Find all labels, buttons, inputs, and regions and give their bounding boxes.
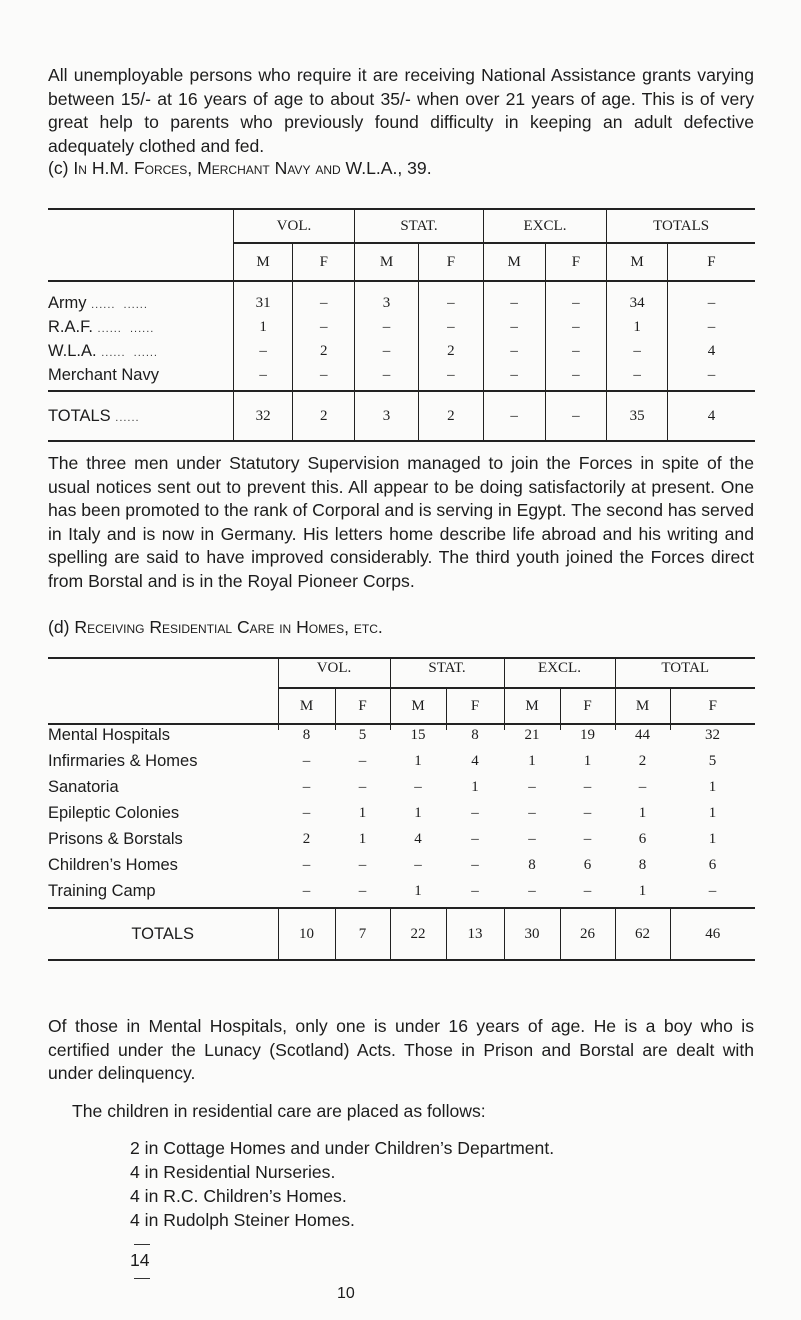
cell: –	[583, 778, 592, 795]
row-label: Army	[48, 293, 87, 312]
table-d-sub: M	[504, 688, 560, 724]
table-c-sub: M	[233, 243, 293, 281]
list-item: 2 in Cottage Homes and under Children’s Department.	[130, 1138, 555, 1158]
table-row	[48, 852, 755, 878]
cell: 2	[418, 391, 483, 441]
cell: –	[355, 363, 419, 387]
cell: –	[302, 752, 311, 769]
table-c-sub: M	[483, 243, 545, 281]
cell: 1	[471, 778, 479, 795]
cell: 4	[667, 391, 755, 441]
table-c-sub: F	[667, 243, 755, 281]
cell: 8	[302, 726, 311, 743]
cell: –	[707, 294, 716, 311]
cell: 7	[335, 908, 390, 960]
cell: 31	[233, 291, 293, 315]
cell: –	[607, 339, 668, 363]
cell: 21	[524, 726, 540, 743]
cell: –	[707, 366, 716, 383]
table-row	[48, 800, 755, 826]
cell: 6	[583, 856, 592, 873]
cell: 8	[528, 856, 536, 873]
cell: –	[358, 752, 367, 769]
cell: –	[471, 882, 479, 899]
cell: –	[293, 315, 355, 339]
cell: –	[414, 856, 422, 873]
page-number: 14	[130, 1250, 150, 1270]
cell: 2	[638, 752, 647, 769]
totals-label: TOTALS	[48, 908, 278, 960]
table-d-sub: F	[670, 688, 755, 724]
cell: 1	[638, 882, 647, 899]
cell: –	[302, 856, 311, 873]
cell: –	[471, 804, 479, 821]
closing-paragraph: Of those in Mental Hospitals, only one is under 16 years of age. He is a boy who is certified under the Lunacy (Scotland) Acts. Those in Prison and Borstal are dealt with under delinquency.	[48, 1016, 754, 1084]
cell: –	[528, 804, 536, 821]
table-row	[48, 722, 755, 748]
table-d-sub: M	[615, 688, 670, 724]
table-d-group-vol: VOL.	[278, 658, 390, 678]
cell: –	[471, 830, 479, 847]
forces-table	[48, 208, 755, 442]
table-c-sub: F	[293, 243, 355, 281]
row-label: Training Camp	[48, 881, 156, 900]
intro-paragraph: All unemployable persons who require it are receiving National Assistance grants varying between 15/- at 16 years of age to about 35/- when over 21 years of age. This is of very great help to parents who previously found difficulty in keeping an adult defective adequately clothed and fed.	[48, 65, 754, 156]
cell: 35	[607, 391, 668, 441]
row-label: Merchant Navy	[48, 365, 159, 384]
row-label: Mental Hospitals	[48, 725, 170, 744]
table-d-group-excl: EXCL.	[504, 658, 615, 678]
cell: –	[707, 318, 716, 335]
cell: 4	[414, 830, 422, 847]
cell: –	[293, 291, 355, 315]
cell: 3	[355, 291, 419, 315]
table-c-sub: F	[545, 243, 607, 281]
cell: –	[471, 856, 479, 873]
table-c-group-stat: STAT.	[355, 209, 484, 243]
row-label: Infirmaries & Homes	[48, 751, 198, 770]
cell: 46	[670, 908, 755, 960]
section-c-heading	[48, 158, 432, 179]
cell: –	[708, 882, 717, 899]
cell: –	[483, 291, 545, 315]
cell: 1	[708, 778, 717, 795]
cell: 8	[638, 856, 647, 873]
cell: –	[355, 315, 419, 339]
row-label: Children’s Homes	[48, 855, 178, 874]
table-row	[48, 774, 755, 800]
cell: –	[355, 339, 419, 363]
cell: 6	[638, 830, 647, 847]
list-item: 4 in Rudolph Steiner Homes.	[130, 1210, 355, 1230]
cell: 1	[583, 752, 592, 769]
row-label: Epileptic Colonies	[48, 803, 180, 822]
row-label: W.L.A.	[48, 341, 97, 360]
cell: –	[233, 339, 293, 363]
cell: –	[583, 804, 592, 821]
table-c-sub: M	[607, 243, 668, 281]
row-label: Sanatoria	[48, 777, 119, 796]
cell: 1	[414, 804, 422, 821]
table-row	[48, 748, 755, 774]
table-c-group-excl: EXCL.	[483, 209, 606, 243]
section-d-prefix: (d)	[48, 617, 75, 637]
totals-label: TOTALS	[48, 406, 111, 425]
cell: –	[545, 339, 607, 363]
cell: 32	[705, 726, 720, 743]
section-d-title: Receiving Residential Care in Homes, etc.	[74, 617, 383, 637]
residential-care-table	[48, 657, 755, 730]
cell: 30	[504, 908, 560, 960]
cell: –	[607, 363, 668, 387]
cell: 13	[446, 908, 504, 960]
cell: –	[545, 363, 607, 387]
cell: –	[583, 830, 592, 847]
cell: –	[545, 391, 607, 441]
table-d-sub: M	[390, 688, 446, 724]
cell: –	[358, 778, 367, 795]
cell: –	[483, 391, 545, 441]
cell: –	[528, 778, 536, 795]
cell: –	[545, 315, 607, 339]
cell: –	[418, 363, 483, 387]
cell: –	[358, 856, 367, 873]
table-row	[48, 826, 755, 852]
table-row: R.A.F. ...... ...... 1 – – – – – 1 –	[48, 315, 755, 339]
bottom-number: 10	[337, 1285, 355, 1302]
table-c-group-vol: VOL.	[233, 209, 354, 243]
cell: –	[545, 291, 607, 315]
table-d-sub: F	[446, 688, 504, 724]
cell: 1	[233, 315, 293, 339]
cell: –	[414, 778, 422, 795]
table-d-sub: M	[278, 688, 335, 724]
cell: 3	[355, 391, 419, 441]
cell: –	[483, 315, 545, 339]
table-row: Army ...... ...... 31 – 3 – – – 34 –	[48, 291, 755, 315]
cell: 34	[607, 291, 668, 315]
cell: 5	[358, 726, 367, 743]
totals-row: TOTALS ...... 32 2 3 2 – – 35 4	[48, 391, 755, 441]
rule	[134, 1278, 150, 1279]
cell: 1	[708, 830, 717, 847]
cell: 19	[580, 726, 595, 743]
cell: 2	[302, 830, 311, 847]
cell: 1	[708, 804, 717, 821]
cell: 5	[708, 752, 717, 769]
cell: 8	[471, 726, 479, 743]
cell: –	[483, 363, 545, 387]
residential-care-table-body	[48, 722, 755, 961]
table-row: W.L.A. ...... ...... – 2 – 2 – – – 4	[48, 339, 755, 363]
table-c-sub: F	[418, 243, 483, 281]
cell: –	[293, 363, 355, 387]
cell: –	[528, 830, 536, 847]
cell: 4	[707, 342, 716, 359]
middle-paragraph: The three men under Statutory Supervision managed to join the Forces in spite of the usual notices sent out to prevent this. All appear to be doing satisfactorily at present. One has been promoted to the rank of Corporal and is serving in Egypt. The second has served in Italy and is now in Germany. His letters home describe life abroad and his writing and spelling are said to have improved considerably. The third youth joined the Forces direct from Borstal and is in the Royal Pioneer Corps.	[48, 453, 754, 591]
rule	[134, 1244, 150, 1245]
cell: 1	[358, 830, 367, 847]
cell: –	[483, 339, 545, 363]
table-d-sub: F	[335, 688, 390, 724]
cell: 6	[708, 856, 717, 873]
cell: 44	[635, 726, 650, 743]
section-d-heading	[48, 617, 383, 638]
cell: 2	[293, 391, 355, 441]
table-d-group-stat: STAT.	[390, 658, 504, 678]
cell: –	[302, 804, 311, 821]
row-label: Prisons & Borstals	[48, 829, 183, 848]
cell: –	[418, 291, 483, 315]
cell: 26	[560, 908, 615, 960]
cell: 1	[414, 882, 422, 899]
row-label: R.A.F.	[48, 317, 93, 336]
cell: –	[358, 882, 367, 899]
totals-row	[48, 908, 755, 960]
cell: –	[528, 882, 536, 899]
cell: 2	[418, 339, 483, 363]
cell: 22	[390, 908, 446, 960]
cell: –	[583, 882, 592, 899]
cell: 1	[638, 804, 647, 821]
cell: 4	[471, 752, 479, 769]
section-c-prefix: (c)	[48, 158, 74, 178]
cell: 1	[358, 804, 367, 821]
table-c-group-totals: TOTALS	[607, 209, 755, 243]
table-c-sub: M	[355, 243, 419, 281]
list-item: 4 in R.C. Children’s Homes.	[130, 1186, 347, 1206]
section-c-title: In H.M. Forces, Merchant Navy and W.L.A., 39.	[73, 158, 432, 178]
table-row	[48, 878, 755, 904]
table-d-group-total: TOTAL	[615, 658, 755, 678]
children-intro: The children in residential care are placed as follows:	[72, 1101, 486, 1121]
cell: 2	[293, 339, 355, 363]
cell: –	[418, 315, 483, 339]
cell: 1	[528, 752, 536, 769]
cell: –	[233, 363, 293, 387]
cell: –	[302, 778, 311, 795]
table-d-sub: F	[560, 688, 615, 724]
list-item: 4 in Residential Nurseries.	[130, 1162, 336, 1182]
cell: –	[302, 882, 311, 899]
cell: 15	[410, 726, 426, 743]
cell: 62	[615, 908, 670, 960]
cell: –	[638, 778, 647, 795]
table-row	[48, 363, 755, 387]
cell: 1	[414, 752, 422, 769]
cell: 10	[278, 908, 335, 960]
cell: 1	[607, 315, 668, 339]
cell: 32	[233, 391, 293, 441]
